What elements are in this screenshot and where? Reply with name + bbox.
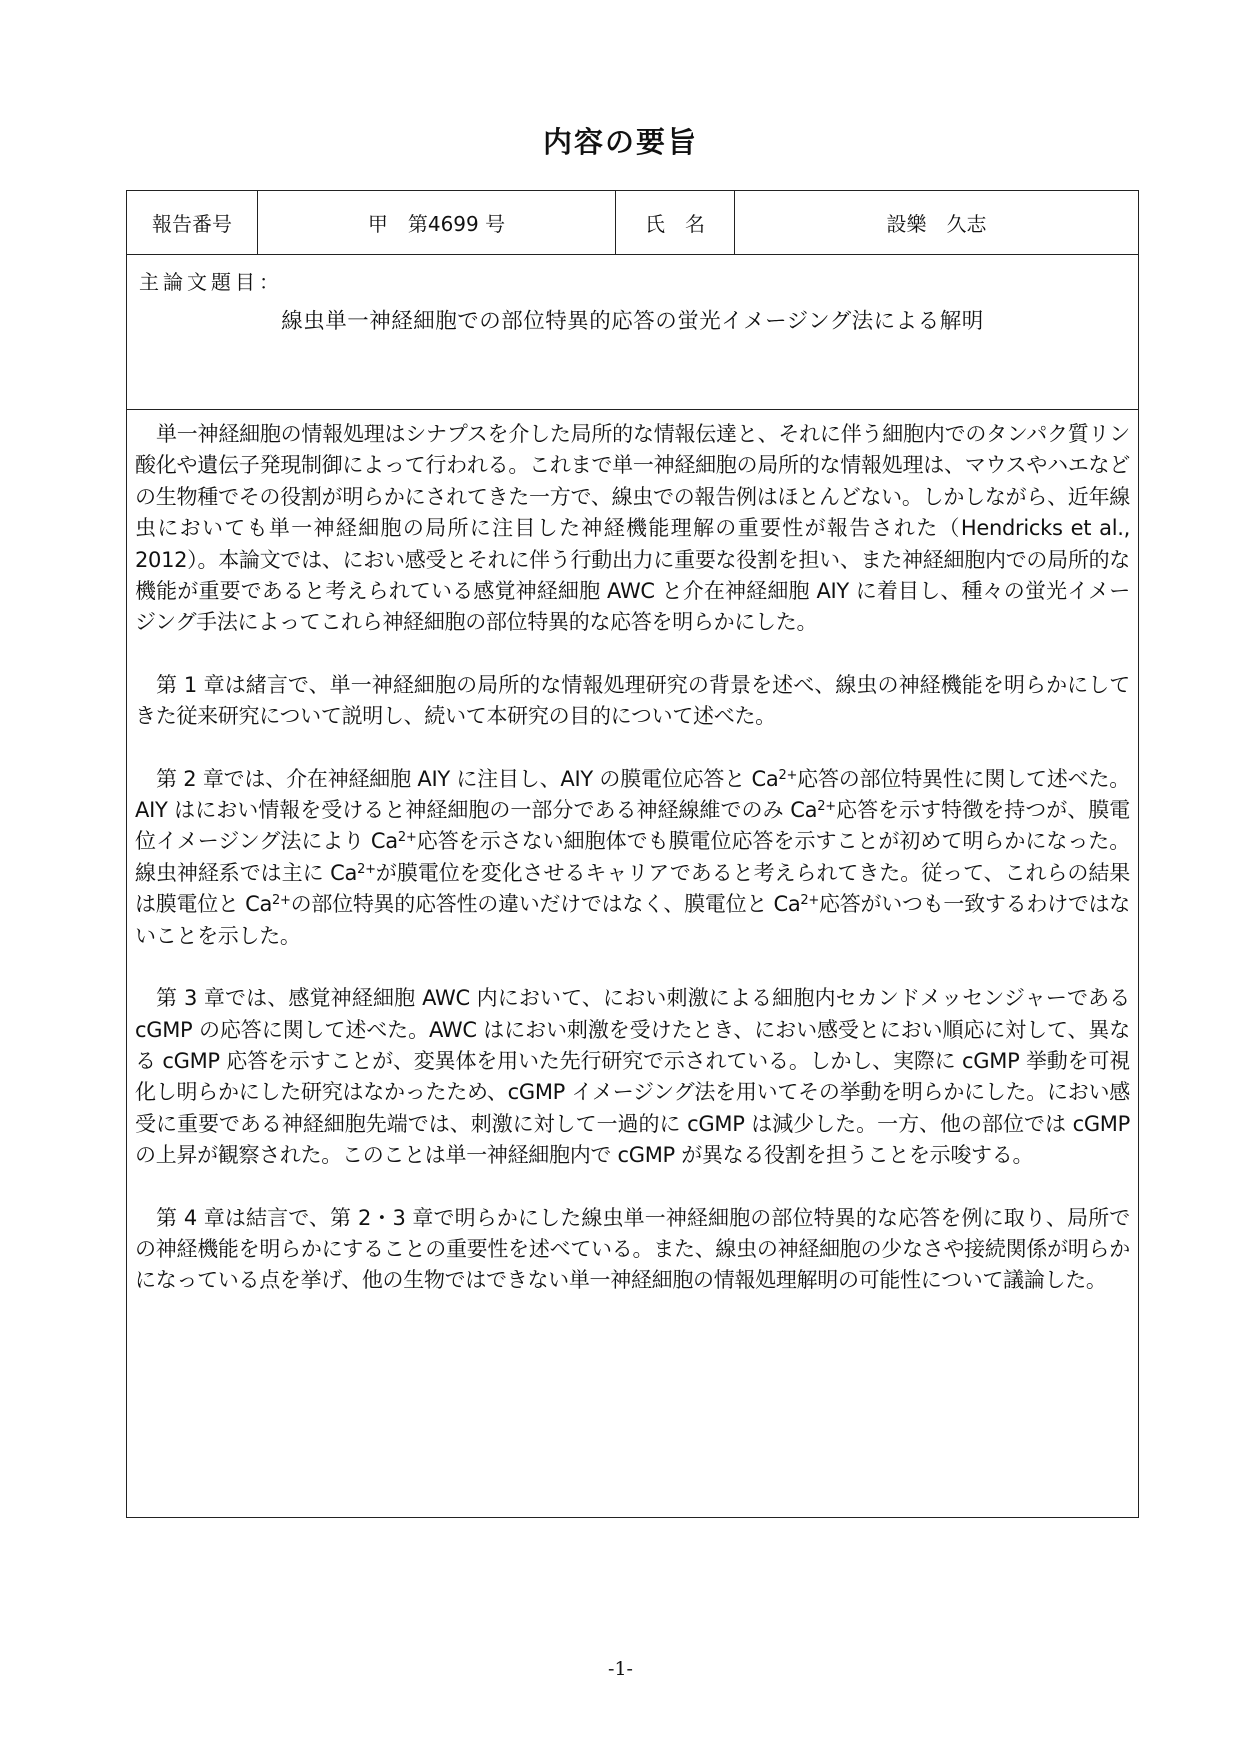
page-number: -1- bbox=[608, 1658, 633, 1680]
report-number-label: 報告番号 bbox=[127, 191, 258, 254]
summary-form bbox=[126, 190, 1139, 1518]
paragraph-chapter-3: 第 3 章では、感覚神経細胞 AWC 内において、におい刺激による細胞内セカンドメッセンジャーである cGMP の応答に関して述べた。AWC はにおい刺激を受けたとき、におい感受とにおい順応に対して、異なる cGMP 応答を示すことが、変異体を用いた先行研究で示されている。しかし、実際に cGMP 挙動を可視化し明らかにした研究はなかったため、cGMP イメージング法を用いてその挙動を明らかにした。におい感受に重要である神経細胞先端では、刺激に対して一過的に cGMP は減少した。一方、他の部位では cGMP の上昇が観察された。このことは単一神経細胞内で cGMP が異なる役割を担うことを示唆する。 bbox=[135, 986, 1130, 1168]
page-title: 内容の要旨 bbox=[542, 125, 698, 159]
report-number-value: 甲 第4699 号 bbox=[258, 191, 616, 254]
thesis-title: 線虫単一神経細胞での部位特異的応答の蛍光イメージング法による解明 bbox=[281, 309, 984, 334]
header-row bbox=[127, 191, 1138, 255]
name-value: 設樂 久志 bbox=[886, 212, 987, 236]
abstract-body bbox=[135, 419, 1130, 1328]
paragraph-intro: 単一神経細胞の情報処理はシナプスを介した局所的な情報伝達と、それに伴う細胞内でのタンパク質リン酸化や遺伝子発現制御によって行われる。これまで単一神経細胞の局所的な情報処理は、マウスやハエなどの生物種でその役割が明らかにされてきた一方で、線虫での報告例はほとんどない。しかしながら、近年線虫においても単一神経細胞の局所に注目した神経機能理解の重要性が報告された（Hendricks et al., 2012）。本論文では、におい感受とそれに伴う行動出力に重要な役割を担い、また神経細胞内での局所的な機能が重要であると考えられている感覚神経細胞 AWC と介在神経細胞 AIY に着目し、種々の蛍光イメージング手法によってこれら神経細胞の部位特異的な応答を明らかにした。 bbox=[135, 422, 1130, 635]
thesis-label: 主論文題目： bbox=[139, 270, 283, 294]
paragraph-chapter-1: 第 1 章は緒言で、単一神経細胞の局所的な情報処理研究の背景を述べ、線虫の神経機能を明らかにしてきた従来研究について説明し、続いて本研究の目的について述べた。 bbox=[135, 672, 1130, 729]
paragraph-chapter-2: 第 2 章では、介在神経細胞 AIY に注目し、AIY の膜電位応答と $Ca^{2+}$応答の部位特異性に関して述べた。AIY はにおい情報を受けると神経細胞の一部分である神経線維でのみ $Ca^{2+}$応答を示す特徴を持つが、膜電位イメージング法により $Ca^{2+}$応答を示さない細胞体でも膜電位応答を示すことが初めて明らかになった。線虫神経系では主に $Ca^{2+}$が膜電位を変化させるキャリアであると考えられてきた。従って、これらの結果は膜電位と $Ca^{2+}$の部位特異的応答性の違いだけではなく、膜電位と $Ca^{2+}$応答がいつも一致するわけではないことを示した。 bbox=[135, 766, 1130, 948]
name-label: 氏 名 bbox=[616, 191, 735, 254]
thesis-section bbox=[127, 254, 1138, 410]
paragraph-chapter-4: 第 4 章は結言で、第 2・3 章で明らかにした線虫単一神経細胞の部位特異的な応答を例に取り、局所での神経機能を明らかにすることの重要性を述べている。また、線虫の神経細胞の少なさや接続関係が明らかになっている点を挙げ、他の生物ではできない単一神経細胞の情報処理解明の可能性について議論した。 bbox=[135, 1205, 1130, 1293]
